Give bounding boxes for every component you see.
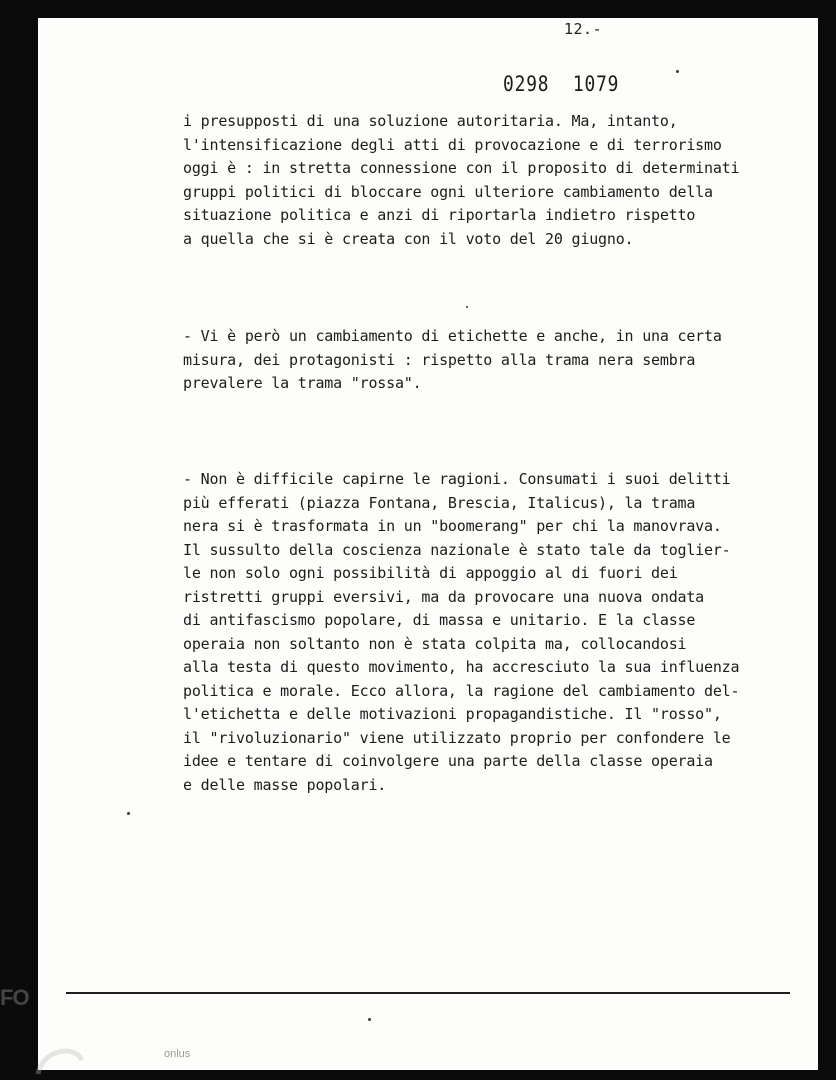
watermark-brand: FO (0, 985, 29, 1010)
paragraph-1: i presupposti di una soluzione autoritaria. Ma, intanto, l'intensificazione degli atti di provocazione e di terrorismo oggi è : in stretta connessione con il proposito di determinati gruppi politici di bloccare ogni ulteriore cambiamento della situazione politica e anzi di riportarla indietro rispetto a quella che si è creata con il voto del 20 giugno. (183, 112, 740, 248)
scan-speck (368, 1018, 371, 1021)
scan-speck (676, 70, 679, 73)
paragraph-3: - Non è difficile capirne le ragioni. Consumati i suoi delitti più efferati (piazza Fontana, Brescia, Italicus), la trama nera si è trasformata in un "boomerang" per chi la manovrava. Il sussulto della coscienza nazionale è stato tale da toglier- le non solo ogni possibilità di appoggio al di fuori dei ristretti gruppi eversivi, ma da provocare una nuova ondata di antifascismo popolare, di massa e unitario. E la classe operaia non soltanto non è stata colpita ma, collocandosi alla testa di questo movimento, ha accresciuto la sua influenza politica e morale. Ecco allora, la ragione del cambiamento del- l'etichetta e delle motivazioni propagandistiche. Il "rosso", il "rivoluzionario" viene utilizzato proprio per confondere le idee e tentare di coinvolgere una parte della classe operaia e delle masse popolari. (183, 470, 740, 794)
page-number: 12.- (564, 20, 603, 38)
scan-speck (127, 812, 130, 815)
archive-number: 0298 1079 (503, 72, 620, 96)
footer-rule (66, 992, 790, 994)
watermark-onlus: onlus (164, 1048, 191, 1060)
watermark-logo-icon (34, 1040, 86, 1080)
paragraph-2: - Vi è però un cambiamento di etichette e anche, in una certa misura, dei protagonisti : rispetto alla trama nera sembra prevalere la trama "rossa". (183, 327, 722, 392)
scan-speck (466, 306, 468, 308)
